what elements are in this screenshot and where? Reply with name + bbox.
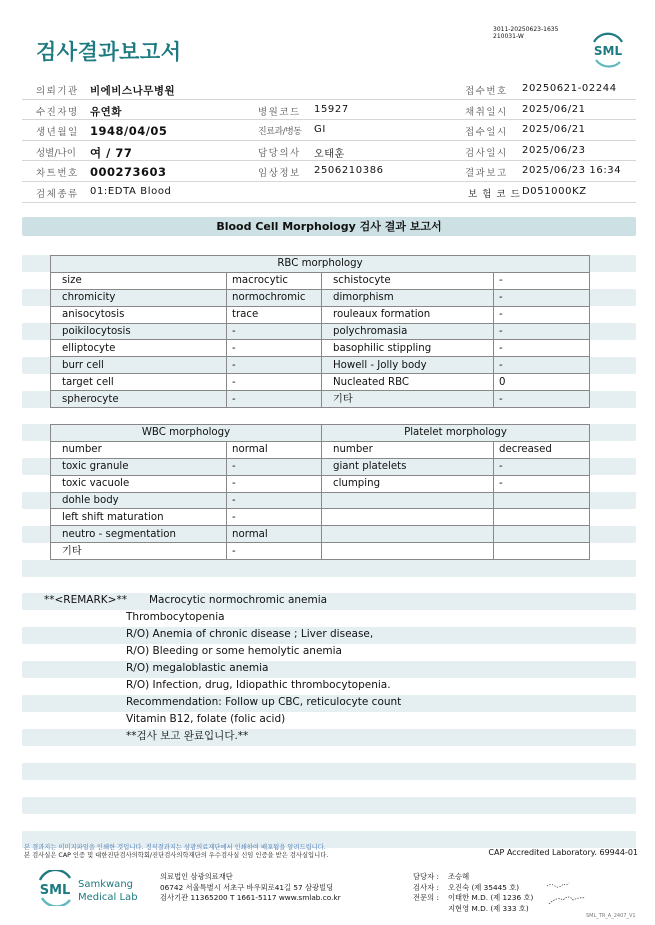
rbc-item: anisocytosis — [51, 306, 227, 323]
rbc-header-row — [51, 256, 590, 273]
signature-icon — [545, 880, 615, 910]
wbc-result: normal — [227, 526, 322, 543]
remark-text: Vitamin B12, folate (folic acid) — [126, 713, 286, 725]
staff-role: 검사자 : — [413, 882, 439, 892]
platelet-result — [494, 509, 590, 526]
dept-label: 진료과/병동 — [258, 127, 302, 138]
received-label: 접수일시 — [465, 127, 508, 139]
rbc-item: poikilocytosis — [51, 323, 227, 340]
platelet-result: - — [494, 458, 590, 475]
rbc-row — [51, 323, 590, 340]
sex-age-value: 여 / 77 — [90, 145, 133, 160]
rbc-item: size — [51, 272, 227, 289]
platelet-item — [322, 526, 494, 543]
platelet-result — [494, 492, 590, 509]
remark-text: Recommendation: Follow up CBC, reticulocyte count — [126, 696, 402, 708]
hospital-code-label: 병원코드 — [258, 106, 301, 118]
staff-role: 담당자 : — [413, 872, 439, 881]
wbc-platelet-row — [51, 509, 590, 526]
platelet-result — [494, 526, 590, 543]
rbc-item: target cell — [51, 374, 227, 391]
rbc-item: burr cell — [51, 357, 227, 374]
remark-line — [22, 644, 636, 661]
footer-logo-name-2: Medical Lab — [78, 892, 138, 903]
rbc-morphology-table — [50, 255, 590, 408]
wbc-platelet-row — [51, 458, 590, 475]
staff-name: 조승혜 — [448, 872, 470, 881]
platelet-item: giant platelets — [322, 458, 494, 475]
receipt-no-label: 접수번호 — [465, 86, 508, 97]
wbc-item: dohle body — [51, 492, 227, 509]
info-row-dob — [22, 120, 636, 141]
received-value: 2025/06/21 — [522, 124, 586, 136]
remark-line — [22, 610, 636, 627]
chart-label: 차트번호 — [36, 168, 79, 180]
wbc-item: toxic vacuole — [51, 475, 227, 492]
rbc-row — [51, 306, 590, 323]
specimen-label: 검체종류 — [36, 188, 79, 200]
org-address: 06742 서울특별시 서초구 바우뫼로41길 57 삼광빌딩 — [160, 882, 334, 892]
platelet-result: decreased — [494, 441, 590, 458]
sex-age-label: 성별/나이 — [36, 147, 76, 159]
rbc-table-title: RBC morphology — [51, 256, 590, 273]
platelet-item: number — [322, 441, 494, 458]
remark-line — [22, 678, 636, 695]
samkwang-logo-icon — [36, 870, 176, 906]
platelet-item — [322, 543, 494, 560]
rbc-result: normochromic — [227, 289, 322, 306]
rbc-result: - — [494, 340, 590, 357]
rbc-result: - — [494, 323, 590, 340]
rbc-result: macrocytic — [227, 272, 322, 289]
cap-accreditation: CAP Accredited Laboratory. 69944-01 — [488, 848, 638, 857]
rbc-row — [51, 289, 590, 306]
wbc-item: 기타 — [51, 543, 227, 560]
section-title: Blood Cell Morphology 검사 결과 보고서 — [22, 217, 636, 236]
reported-label: 결과보고 — [465, 168, 508, 180]
staff-role: 전문의 : — [413, 893, 439, 902]
wbc-result: - — [227, 475, 322, 492]
remark-line — [22, 593, 636, 610]
rbc-result: - — [494, 306, 590, 323]
insurance-label: 보 험 코 드 — [468, 188, 521, 200]
remark-line — [22, 712, 636, 729]
wbc-platelet-table — [50, 424, 590, 560]
rbc-item: Howell - Jolly body — [322, 357, 494, 374]
rbc-row — [51, 340, 590, 357]
organization-info — [160, 872, 341, 904]
remark-line — [22, 695, 636, 712]
rbc-row — [51, 357, 590, 374]
row-stripe — [22, 560, 636, 577]
wbc-item: number — [51, 441, 227, 458]
rbc-item: chromicity — [51, 289, 227, 306]
remark-line — [22, 627, 636, 644]
remark-text: R/O) Infection, drug, Idiopathic thrombocytopenia. — [126, 679, 391, 691]
remark-text: Macrocytic normochromic anemia — [149, 594, 328, 606]
rbc-item: polychromasia — [322, 323, 494, 340]
accreditation-notice: 본 검사실은 CAP 인증 및 대한진단검사의학회/진단검사의학재단의 우수검사실 신임 인증을 받은 검사실입니다. — [24, 852, 329, 859]
receipt-no-value: 20250621-02244 — [522, 83, 617, 94]
rbc-item: elliptocyte — [51, 340, 227, 357]
wbc-platelet-row — [51, 543, 590, 560]
institution-label: 의뢰기관 — [36, 86, 79, 97]
rbc-result: - — [227, 374, 322, 391]
staff-name: 오진숙 (제 35445 호) — [448, 882, 520, 892]
wbc-platelet-row — [51, 441, 590, 458]
remark-section — [22, 593, 636, 746]
info-row-institution — [22, 79, 636, 100]
wbc-result: normal — [227, 441, 322, 458]
row-stripe — [22, 797, 636, 814]
staff-name: 이태한 M.D. (제 1236 호) — [448, 893, 534, 902]
doctor-label: 담당의사 — [258, 147, 301, 159]
rbc-row — [51, 272, 590, 289]
rbc-result: - — [227, 357, 322, 374]
document-id-line-2: 210031-W — [493, 33, 524, 40]
row-stripe — [22, 763, 636, 780]
info-row-chart — [22, 161, 636, 182]
wbc-table-title: WBC morphology — [51, 425, 322, 442]
page-title: 검사결과보고서 — [36, 40, 182, 64]
rbc-result: - — [227, 340, 322, 357]
remark-tag: **<REMARK>** — [44, 594, 127, 606]
image-notice: 본 결과지는 이미지파일을 인쇄한 것입니다. 정식결과지는 삼광의료재단에서 인쇄하여 배포됨을 알려드립니다. — [24, 844, 326, 851]
rbc-result: - — [227, 391, 322, 408]
remark-text: R/O) Bleeding or some hemolytic anemia — [126, 645, 342, 657]
rbc-result: - — [494, 272, 590, 289]
rbc-row — [51, 391, 590, 408]
wbc-platelet-row — [51, 475, 590, 492]
rbc-item: rouleaux formation — [322, 306, 494, 323]
wbc-result: - — [227, 492, 322, 509]
rbc-result: trace — [227, 306, 322, 323]
org-contact: 검사기관 11365200 T 1661-5117 www.smlab.co.kr — [160, 893, 341, 902]
footer-logo-name-1: Samkwang — [78, 879, 133, 890]
remark-line — [22, 729, 636, 746]
rbc-item: schistocyte — [322, 272, 494, 289]
insurance-value: D051000KZ — [522, 185, 587, 197]
collected-label: 채취일시 — [465, 106, 508, 118]
info-row-specimen — [22, 182, 636, 203]
tested-value: 2025/06/23 — [522, 144, 586, 156]
reported-value: 2025/06/23 16:34 — [522, 165, 622, 177]
platelet-result — [494, 543, 590, 560]
sml-logo-text: SML — [593, 44, 623, 58]
rbc-result: - — [227, 323, 322, 340]
hospital-code-value: 15927 — [314, 103, 349, 115]
wbc-result: - — [227, 543, 322, 560]
org-name: 의료법인 삼광의료재단 — [160, 872, 233, 881]
remark-text: Thrombocytopenia — [126, 611, 225, 623]
rbc-item: basophilic stippling — [322, 340, 494, 357]
rbc-result: 0 — [494, 374, 590, 391]
platelet-result: - — [494, 475, 590, 492]
staff-name: 지현영 M.D. (제 333 호) — [448, 903, 529, 913]
remark-text: R/O) megaloblastic anemia — [126, 662, 269, 674]
patient-value: 유연화 — [90, 105, 122, 118]
wbc-platelet-header-row — [51, 425, 590, 442]
patient-label: 수진자명 — [36, 106, 79, 118]
document-id-line-1: 3011-20250623-1635 — [493, 26, 559, 33]
sml-logo-icon — [586, 30, 630, 70]
doctor-value: 오태훈 — [314, 148, 345, 160]
specimen-value: 01:EDTA Blood — [90, 185, 172, 197]
patient-info — [22, 79, 636, 203]
platelet-table-title: Platelet morphology — [322, 425, 590, 442]
rbc-result: - — [494, 391, 590, 408]
rbc-item: Nucleated RBC — [322, 374, 494, 391]
document-id — [493, 26, 558, 40]
rbc-row — [51, 374, 590, 391]
wbc-item: left shift maturation — [51, 509, 227, 526]
form-code: SML_TR_A_2407_V1 — [586, 913, 636, 919]
dept-value: GI — [314, 124, 326, 136]
clinical-label: 임상정보 — [258, 168, 301, 180]
clinical-value: 2506210386 — [314, 165, 384, 177]
rbc-item: 기타 — [322, 391, 494, 408]
tested-label: 검사일시 — [465, 147, 508, 159]
remark-line — [22, 661, 636, 678]
rbc-result: - — [494, 289, 590, 306]
chart-value: 000273603 — [90, 165, 167, 180]
collected-value: 2025/06/21 — [522, 103, 586, 115]
wbc-item: toxic granule — [51, 458, 227, 475]
footer-logo-mark: SML — [39, 883, 71, 898]
wbc-platelet-row — [51, 526, 590, 543]
rbc-result: - — [494, 357, 590, 374]
platelet-item — [322, 492, 494, 509]
remark-text: R/O) Anemia of chronic disease ; Liver disease, — [126, 628, 374, 640]
rbc-item: spherocyte — [51, 391, 227, 408]
institution-value: 비에비스나무병원 — [90, 85, 176, 97]
dob-label: 생년월일 — [36, 127, 79, 139]
platelet-item: clumping — [322, 475, 494, 492]
info-row-patient — [22, 100, 636, 121]
info-row-sex-age — [22, 141, 636, 162]
wbc-item: neutro - segmentation — [51, 526, 227, 543]
remark-text: **검사 보고 완료입니다.** — [126, 730, 249, 742]
wbc-result: - — [227, 458, 322, 475]
dob-value: 1948/04/05 — [90, 124, 168, 139]
rbc-item: dimorphism — [322, 289, 494, 306]
wbc-result: - — [227, 509, 322, 526]
platelet-item — [322, 509, 494, 526]
wbc-platelet-row — [51, 492, 590, 509]
